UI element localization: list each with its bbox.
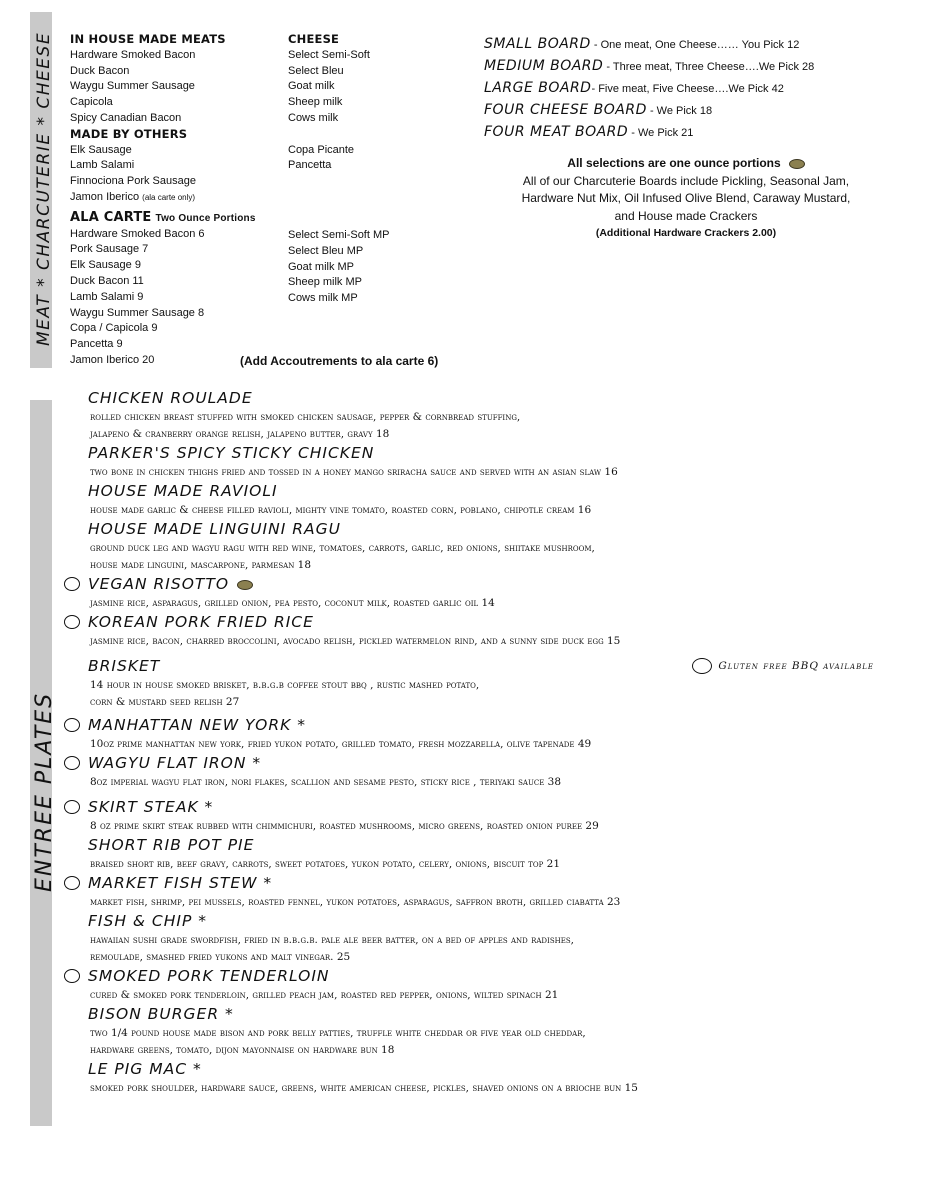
board-note-line: Hardware Nut Mix, Oil Infused Olive Blend, Caraway Mustard, <box>521 191 851 205</box>
board-item: FOUR CHEESE BOARD - We Pick 18 <box>484 102 713 118</box>
meat-item: Hardware Smoked Bacon <box>70 48 196 61</box>
board-item: FOUR MEAT BOARD - We Pick 21 <box>484 124 694 140</box>
entree-title: SMOKED PORK TENDERLOIN <box>88 966 902 987</box>
meats-column <box>70 32 256 369</box>
entree-description: cured & smoked pork tenderloin, grilled peach jam, roasted red pepper, onions, wilted spinach 21 <box>90 989 559 1001</box>
entree-item <box>62 388 902 443</box>
entree-list <box>62 388 902 1097</box>
meat-item: Spicy Canadian Bacon <box>70 111 182 124</box>
boards-list <box>484 34 814 144</box>
entree-item <box>62 753 902 791</box>
alacarte-heading: ALA CARTE Two Ounce Portions <box>70 209 256 225</box>
alacarte-item: Pancetta 9 <box>70 338 123 351</box>
meat-item: Duck Bacon <box>70 64 130 77</box>
meats-heading: IN HOUSE MADE MEATS <box>70 32 226 46</box>
entree-description: hawaiian sushi grade swordfish, fried in b.b.g.b. pale ale beer batter, on a bed of apples and radishes, <box>90 934 574 946</box>
other-item: Lamb Salami <box>70 159 135 172</box>
entree-description: 14 hour in house smoked brisket, b.b.g.b coffee stout bbq , rustic mashed potato, <box>90 679 480 691</box>
alacarte-item: Hardware Smoked Bacon 6 <box>70 227 205 240</box>
entree-description: two bone in chicken thighs fried and tossed in a honey mango sriracha sauce and served with an asian slaw 16 <box>90 466 618 478</box>
charcuterie-sidebar-label: MEAT * CHARCUTERIE * CHEESE <box>34 31 54 346</box>
entree-description: rolled chicken breast stuffed with smoked chicken sausage, pepper & cornbread stuffing, <box>90 411 521 423</box>
pig-icon <box>64 756 80 770</box>
entree-item <box>62 656 902 711</box>
entree-item <box>62 1004 902 1059</box>
cheese-item: Select Bleu <box>288 64 344 77</box>
entree-item <box>62 481 902 519</box>
meat-item: Capicola <box>70 96 113 109</box>
entree-description: remoulade, smashed fried yukons and malt vinegar. 25 <box>90 951 351 963</box>
cheese-item: Select Semi-Soft <box>288 48 370 61</box>
entree-description: hardware greens, tomato, dijon mayonnaise on hardware bun 18 <box>90 1044 395 1056</box>
entree-title: SKIRT STEAK * <box>88 797 902 818</box>
cheese-item: Sheep milk <box>288 96 343 109</box>
entree-item <box>62 612 902 650</box>
entree-item <box>62 911 902 966</box>
others-heading: MADE BY OTHERS <box>70 126 188 141</box>
alacarte-item: Copa / Capicola 9 <box>70 322 158 335</box>
entree-item <box>62 966 902 1004</box>
entree-title: LE PIG MAC * <box>88 1060 202 1078</box>
entree-item <box>62 873 902 911</box>
cheese-column <box>288 32 370 174</box>
entree-title: VEGAN RISOTTO <box>88 574 902 595</box>
entree-title: BISON BURGER * <box>88 1005 234 1023</box>
entree-description: braised short rib, beef gravy, carrots, sweet potatoes, yukon potato, celery, onions, biscuit top 21 <box>90 858 560 870</box>
pig-icon <box>64 800 80 814</box>
alacarte-item: Jamon Iberico 20 <box>70 353 155 366</box>
alacarte-cheese-item: Sheep milk MP <box>288 276 362 289</box>
entree-title: HOUSE MADE LINGUINI RAGU <box>88 520 341 538</box>
alacarte-cheese-item: Goat milk MP <box>288 260 355 273</box>
entree-title: MARKET FISH STEW * <box>88 873 902 894</box>
board-note-line: and House made Crackers <box>614 208 758 223</box>
entree-description: house made linguini, mascarpone, parmesan 18 <box>90 559 312 571</box>
entree-description: house made garlic & cheese filled ravioli, mighty vine tomato, roasted corn, poblano, chipotle cream 16 <box>90 504 592 516</box>
entree-title: FISH & CHIP * <box>88 912 207 930</box>
entree-title: MANHATTAN NEW YORK * <box>88 715 902 736</box>
alacarte-item: Elk Sausage 9 <box>70 259 141 272</box>
accoutrements-note: (Add Accoutrements to ala carte 6) <box>240 354 439 368</box>
entree-title: PARKER'S SPICY STICKY CHICKEN <box>88 444 375 462</box>
entree-item <box>62 835 902 873</box>
other-item: Elk Sausage <box>70 143 132 156</box>
pig-icon <box>64 577 80 591</box>
entree-item <box>62 797 902 835</box>
entree-title: WAGYU FLAT IRON * <box>88 753 902 774</box>
board-note <box>486 155 886 243</box>
alacarte-item: Duck Bacon 11 <box>70 274 144 287</box>
entree-description: ground duck leg and wagyu ragu with red wine, tomatoes, carrots, garlic, red onions, shiitake mushroom, <box>90 542 595 554</box>
entree-item <box>62 1059 902 1097</box>
alacarte-item: Lamb Salami 9 <box>70 290 144 303</box>
alacarte-item: Waygu Summer Sausage 8 <box>70 306 205 319</box>
alacarte-cheese-item: Cows milk MP <box>288 292 358 305</box>
pig-icon <box>64 718 80 732</box>
other-item: Jamon Iberico (ala carte only) <box>70 190 196 203</box>
entree-item <box>62 715 902 753</box>
board-item: MEDIUM BOARD - Three meat, Three Cheese….We Pick 28 <box>484 58 815 74</box>
board-item: LARGE BOARD- Five meat, Five Cheese….We Pick 42 <box>484 80 784 96</box>
entree-title: BRISKET Gluten free BBQ available <box>88 657 874 675</box>
vegan-leaf-icon <box>789 159 805 169</box>
board-item: SMALL BOARD - One meat, One Cheese…… You Pick 12 <box>484 36 800 52</box>
meat-item: Waygu Summer Sausage <box>70 80 195 93</box>
entree-title: KOREAN PORK FRIED RICE <box>88 612 902 633</box>
entree-description: jalapeno & cranberry orange relish, jalapeno butter, gravy 18 <box>90 428 390 440</box>
crackers-note: (Additional Hardware Crackers 2.00) <box>595 227 777 239</box>
alacarte-cheese-item: Select Semi-Soft MP <box>288 229 390 241</box>
entree-item <box>62 519 902 574</box>
cheese-heading: CHEESE <box>288 32 340 46</box>
entree-description: 8oz imperial wagyu flat iron, nori flakes, scallion and sesame pesto, sticky rice , teriyaki sauce 38 <box>90 776 562 788</box>
entree-title: HOUSE MADE RAVIOLI <box>88 482 278 500</box>
vegan-leaf-icon <box>237 580 253 590</box>
cheese-extra-item: Copa Picante <box>288 143 355 156</box>
entree-item <box>62 443 902 481</box>
alacarte-cheese-column <box>288 228 389 307</box>
entree-description: 8 oz prime skirt steak rubbed with chimmichuri, roasted mushrooms, micro greens, roasted onion puree 29 <box>90 820 599 832</box>
entree-description: jasmine rice, asparagus, grilled onion, pea pesto, coconut milk, roasted garlic oil 14 <box>90 597 495 609</box>
pig-icon <box>692 658 712 674</box>
alacarte-item: Pork Sausage 7 <box>70 243 149 256</box>
entree-description: corn & mustard seed relish 27 <box>90 696 240 708</box>
ala-carte-only-note: (ala carte only) <box>142 192 196 202</box>
portion-note: All selections are one ounce portions <box>486 155 886 173</box>
entree-title: SHORT RIB POT PIE <box>88 836 255 854</box>
gluten-free-note: Gluten free BBQ available <box>692 656 874 677</box>
alacarte-cheese-item: Select Bleu MP <box>288 244 364 257</box>
pig-icon <box>64 969 80 983</box>
entree-description: jasmine rice, bacon, charred broccolini, avocado relish, pickled watermelon rind, and a sunny side duck egg 15 <box>90 635 621 647</box>
entree-description: two 1/4 pound house made bison and pork belly patties, truffle white cheddar or five year old cheddar, <box>90 1027 586 1039</box>
entree-description: smoked pork shoulder, hardware sauce, greens, white american cheese, pickles, shaved onions on a brioche bun 15 <box>90 1082 638 1094</box>
entree-item <box>62 574 902 612</box>
board-note-line: All of our Charcuterie Boards include Pickling, Seasonal Jam, <box>522 173 850 188</box>
entree-description: 10oz prime manhattan new york, fried yukon potato, grilled tomato, fresh mozzarella, olive tapenade 49 <box>90 738 592 750</box>
cheese-extra-item: Pancetta <box>288 159 332 172</box>
cheese-item: Cows milk <box>288 111 339 124</box>
cheese-item: Goat milk <box>288 80 335 93</box>
other-item: Finnociona Pork Sausage <box>70 175 196 188</box>
pig-icon <box>64 876 80 890</box>
entree-sidebar-label: ENTREE PLATES <box>32 691 57 892</box>
entree-description: market fish, shrimp, pei mussels, roasted fennel, yukon potatoes, asparagus, saffron broth, grilled ciabatta 23 <box>90 896 621 908</box>
entree-title: CHICKEN ROULADE <box>88 389 253 407</box>
pig-icon <box>64 615 80 629</box>
